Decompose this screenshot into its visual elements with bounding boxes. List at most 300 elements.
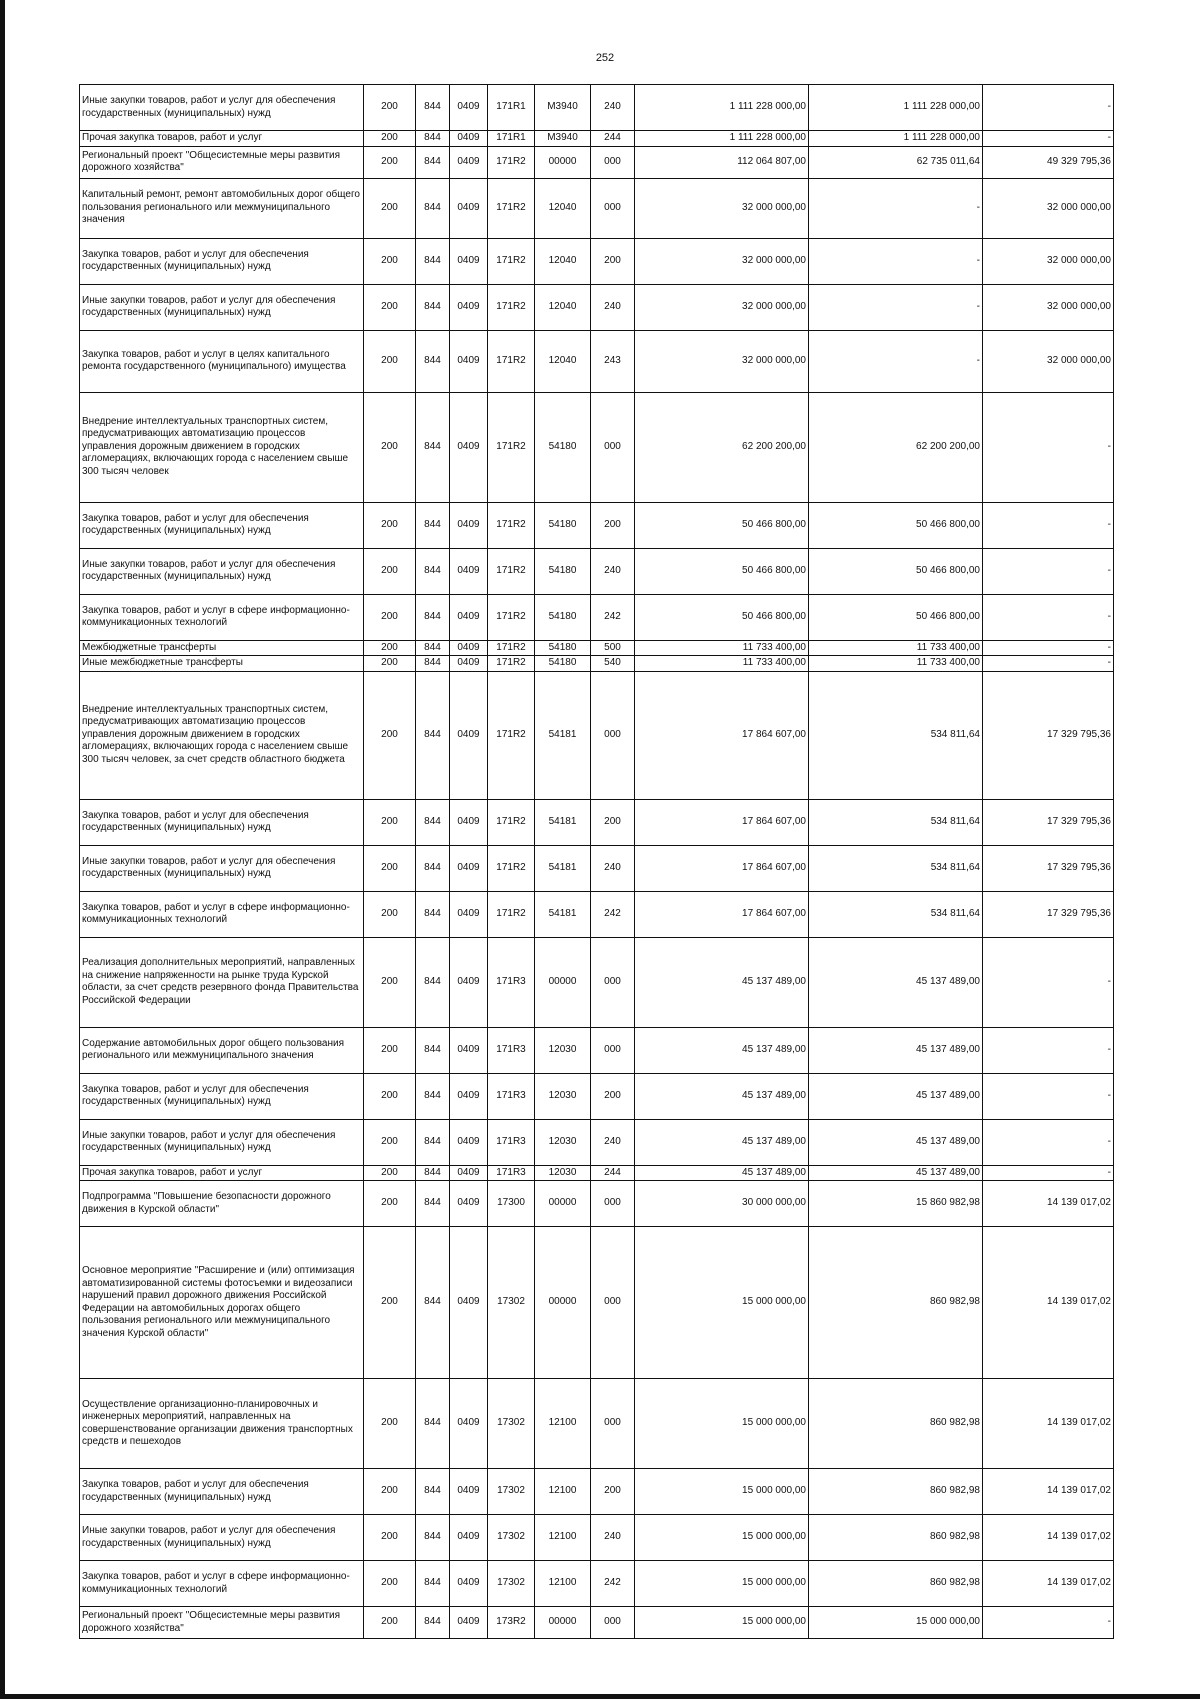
row-code-2: 844 [416,845,450,891]
row-expense-type: 000 [591,392,635,502]
row-description: Иные закупки товаров, работ и услуг для обеспечения государственных (муниципальных) нужд [80,85,364,131]
row-target-article: 171R3 [488,1027,535,1073]
row-expense-type: 242 [591,594,635,640]
row-description: Закупка товаров, работ и услуг для обеспечения государственных (муниципальных) нужд [80,799,364,845]
row-expense-type: 200 [591,1073,635,1119]
row-target-code: М3940 [535,131,591,147]
row-description: Закупка товаров, работ и услуг для обеспечения государственных (муниципальных) нужд [80,1469,364,1515]
row-target-code: 54180 [535,594,591,640]
row-description: Основное мероприятие "Расширение и (или) оптимизация автоматизированной системы фотосъемки и видеозаписи нарушений правил дорожного движения Российской Федерации на автомобильных дорогах общего пользования регионального или межмуниципального значения Курской области" [80,1227,364,1379]
row-expense-type: 240 [591,284,635,330]
row-target-code: 54181 [535,845,591,891]
row-target-article: 173R2 [488,1607,535,1639]
row-code-1: 200 [364,330,416,392]
row-amount-executed: - [809,284,983,330]
table-row [80,1027,1114,1073]
row-section: 0409 [450,1469,488,1515]
row-amount-approved: 17 864 607,00 [635,799,809,845]
row-code-2: 844 [416,937,450,1027]
table-row [80,1607,1114,1639]
row-code-2: 844 [416,1561,450,1607]
row-description: Иные межбюджетные трансферты [80,656,364,672]
row-amount-remaining: 14 139 017,02 [983,1469,1114,1515]
row-amount-remaining: - [983,1119,1114,1165]
row-amount-remaining: - [983,594,1114,640]
row-amount-executed: 45 137 489,00 [809,937,983,1027]
row-description: Капитальный ремонт, ремонт автомобильных дорог общего пользования регионального или межмуниципального значения [80,178,364,238]
row-amount-executed: 11 733 400,00 [809,656,983,672]
table-row [80,799,1114,845]
row-amount-remaining: - [983,131,1114,147]
row-target-code: 12100 [535,1379,591,1469]
row-amount-remaining: - [983,656,1114,672]
table-row [80,671,1114,799]
row-code-1: 200 [364,1073,416,1119]
row-amount-approved: 62 200 200,00 [635,392,809,502]
row-section: 0409 [450,502,488,548]
row-code-1: 200 [364,1379,416,1469]
row-code-1: 200 [364,284,416,330]
row-expense-type: 243 [591,330,635,392]
row-target-article: 171R3 [488,1073,535,1119]
row-code-2: 844 [416,594,450,640]
row-section: 0409 [450,131,488,147]
row-expense-type: 240 [591,1119,635,1165]
row-amount-approved: 30 000 000,00 [635,1181,809,1227]
scan-left-edge [0,0,5,1699]
row-code-1: 200 [364,85,416,131]
row-expense-type: 244 [591,131,635,147]
row-section: 0409 [450,1165,488,1181]
table-row [80,1515,1114,1561]
row-target-article: 171R3 [488,1165,535,1181]
row-amount-executed: 1 111 228 000,00 [809,131,983,147]
row-description: Прочая закупка товаров, работ и услуг [80,131,364,147]
row-target-code: 12040 [535,178,591,238]
table-row [80,1073,1114,1119]
row-amount-remaining: - [983,640,1114,656]
row-amount-approved: 11 733 400,00 [635,640,809,656]
row-amount-remaining: 32 000 000,00 [983,330,1114,392]
row-target-code: 12040 [535,238,591,284]
row-amount-remaining: 17 329 795,36 [983,845,1114,891]
row-target-article: 171R2 [488,502,535,548]
table-row [80,1181,1114,1227]
row-amount-remaining: - [983,1607,1114,1639]
row-amount-approved: 45 137 489,00 [635,1027,809,1073]
row-amount-approved: 15 000 000,00 [635,1469,809,1515]
row-amount-executed: 50 466 800,00 [809,548,983,594]
row-target-code: 12030 [535,1165,591,1181]
row-code-1: 200 [364,1469,416,1515]
row-target-code: М3940 [535,85,591,131]
row-target-article: 171R2 [488,640,535,656]
row-code-1: 200 [364,594,416,640]
row-amount-remaining: 17 329 795,36 [983,891,1114,937]
row-amount-executed: - [809,238,983,284]
row-description: Закупка товаров, работ и услуг для обеспечения государственных (муниципальных) нужд [80,238,364,284]
row-target-code: 54180 [535,656,591,672]
row-target-article: 17302 [488,1469,535,1515]
row-target-code: 12030 [535,1027,591,1073]
row-amount-executed: 534 811,64 [809,799,983,845]
row-amount-remaining: - [983,1027,1114,1073]
row-section: 0409 [450,594,488,640]
row-code-1: 200 [364,1561,416,1607]
row-amount-executed: 534 811,64 [809,671,983,799]
row-amount-executed: 45 137 489,00 [809,1027,983,1073]
row-description: Закупка товаров, работ и услуг для обеспечения государственных (муниципальных) нужд [80,1073,364,1119]
row-target-article: 17302 [488,1227,535,1379]
row-amount-executed: 860 982,98 [809,1227,983,1379]
row-code-2: 844 [416,799,450,845]
row-code-2: 844 [416,85,450,131]
row-description: Иные закупки товаров, работ и услуг для обеспечения государственных (муниципальных) нужд [80,1515,364,1561]
row-amount-remaining: 14 139 017,02 [983,1379,1114,1469]
row-target-article: 17300 [488,1181,535,1227]
row-target-code: 54181 [535,799,591,845]
row-description: Межбюджетные трансферты [80,640,364,656]
row-target-article: 171R2 [488,238,535,284]
row-target-code: 54180 [535,640,591,656]
row-amount-remaining: 17 329 795,36 [983,671,1114,799]
table-row [80,238,1114,284]
row-amount-approved: 32 000 000,00 [635,238,809,284]
row-expense-type: 240 [591,1515,635,1561]
row-code-1: 200 [364,799,416,845]
table-row [80,392,1114,502]
table-row [80,1227,1114,1379]
row-section: 0409 [450,937,488,1027]
row-target-article: 171R2 [488,548,535,594]
row-section: 0409 [450,891,488,937]
row-amount-approved: 17 864 607,00 [635,845,809,891]
row-amount-executed: 1 111 228 000,00 [809,85,983,131]
row-target-article: 171R2 [488,392,535,502]
table-row [80,1561,1114,1607]
row-amount-executed: 534 811,64 [809,891,983,937]
row-description: Иные закупки товаров, работ и услуг для обеспечения государственных (муниципальных) нужд [80,284,364,330]
row-code-1: 200 [364,1607,416,1639]
row-code-1: 200 [364,392,416,502]
row-expense-type: 000 [591,1027,635,1073]
row-section: 0409 [450,1515,488,1561]
row-amount-remaining: - [983,392,1114,502]
row-target-code: 12040 [535,330,591,392]
row-amount-executed: - [809,178,983,238]
row-code-2: 844 [416,1073,450,1119]
row-amount-approved: 50 466 800,00 [635,548,809,594]
row-amount-remaining: 49 329 795,36 [983,146,1114,178]
row-description: Внедрение интеллектуальных транспортных систем, предусматривающих автоматизацию процессов управления дорожным движением в городских агломерациях, включающих города с населением свыше 300 тысяч человек, за счет средств областного бюджета [80,671,364,799]
row-target-code: 00000 [535,1607,591,1639]
row-code-1: 200 [364,1027,416,1073]
row-amount-approved: 50 466 800,00 [635,502,809,548]
row-code-1: 200 [364,656,416,672]
row-code-1: 200 [364,1181,416,1227]
table-row [80,937,1114,1027]
table-row [80,146,1114,178]
row-target-article: 17302 [488,1379,535,1469]
row-code-1: 200 [364,891,416,937]
row-code-1: 200 [364,640,416,656]
row-expense-type: 000 [591,178,635,238]
row-amount-approved: 45 137 489,00 [635,1073,809,1119]
row-section: 0409 [450,656,488,672]
row-section: 0409 [450,1607,488,1639]
row-code-2: 844 [416,502,450,548]
row-section: 0409 [450,548,488,594]
row-code-2: 844 [416,1227,450,1379]
row-code-1: 200 [364,502,416,548]
row-amount-remaining: 32 000 000,00 [983,178,1114,238]
row-amount-approved: 15 000 000,00 [635,1607,809,1639]
row-amount-executed: 860 982,98 [809,1515,983,1561]
row-amount-approved: 15 000 000,00 [635,1561,809,1607]
row-description: Иные закупки товаров, работ и услуг для обеспечения государственных (муниципальных) нужд [80,845,364,891]
row-amount-remaining: 17 329 795,36 [983,799,1114,845]
row-amount-executed: 62 735 011,64 [809,146,983,178]
table-row [80,1119,1114,1165]
row-amount-executed: 860 982,98 [809,1469,983,1515]
row-section: 0409 [450,330,488,392]
row-expense-type: 000 [591,1181,635,1227]
page-number: 252 [595,52,615,64]
row-target-article: 171R1 [488,131,535,147]
scan-bottom-edge [0,1694,1200,1699]
row-amount-approved: 45 137 489,00 [635,937,809,1027]
row-target-article: 171R2 [488,284,535,330]
row-amount-approved: 112 064 807,00 [635,146,809,178]
row-amount-remaining: 32 000 000,00 [983,284,1114,330]
row-target-article: 171R3 [488,937,535,1027]
row-expense-type: 240 [591,548,635,594]
row-description: Региональный проект "Общесистемные меры развития дорожного хозяйства" [80,146,364,178]
row-expense-type: 200 [591,502,635,548]
table-row [80,548,1114,594]
row-expense-type: 000 [591,1227,635,1379]
row-target-article: 17302 [488,1515,535,1561]
table-row [80,1379,1114,1469]
table-row [80,131,1114,147]
row-target-code: 12100 [535,1469,591,1515]
row-amount-approved: 15 000 000,00 [635,1227,809,1379]
row-code-1: 200 [364,146,416,178]
table-row [80,594,1114,640]
row-code-2: 844 [416,178,450,238]
row-target-article: 171R2 [488,845,535,891]
row-amount-approved: 1 111 228 000,00 [635,85,809,131]
row-target-code: 54180 [535,392,591,502]
row-target-article: 17302 [488,1561,535,1607]
row-target-code: 12040 [535,284,591,330]
row-description: Закупка товаров, работ и услуг в сфере информационно-коммуникационных технологий [80,891,364,937]
row-code-2: 844 [416,548,450,594]
table-row [80,845,1114,891]
budget-table-body [80,85,1114,1639]
row-code-1: 200 [364,131,416,147]
row-section: 0409 [450,1379,488,1469]
row-amount-executed: 860 982,98 [809,1561,983,1607]
row-amount-approved: 45 137 489,00 [635,1165,809,1181]
row-description: Закупка товаров, работ и услуг в сфере информационно-коммуникационных технологий [80,1561,364,1607]
row-amount-executed: 11 733 400,00 [809,640,983,656]
row-code-2: 844 [416,1181,450,1227]
row-section: 0409 [450,238,488,284]
row-expense-type: 000 [591,937,635,1027]
row-amount-approved: 50 466 800,00 [635,594,809,640]
row-amount-executed: 62 200 200,00 [809,392,983,502]
budget-table [79,84,1114,1639]
row-code-2: 844 [416,1027,450,1073]
row-description: Реализация дополнительных мероприятий, направленных на снижение напряженности на рынке труда Курской области, за счет средств резервного фонда Правительства Российской Федерации [80,937,364,1027]
row-amount-executed: 15 860 982,98 [809,1181,983,1227]
row-amount-approved: 15 000 000,00 [635,1379,809,1469]
row-amount-approved: 32 000 000,00 [635,330,809,392]
row-amount-executed: 45 137 489,00 [809,1073,983,1119]
row-code-2: 844 [416,1607,450,1639]
row-amount-executed: 534 811,64 [809,845,983,891]
row-amount-remaining: 32 000 000,00 [983,238,1114,284]
row-expense-type: 500 [591,640,635,656]
row-section: 0409 [450,284,488,330]
table-row [80,85,1114,131]
row-description: Внедрение интеллектуальных транспортных систем, предусматривающих автоматизацию процессов управления дорожным движением в городских агломерациях, включающих города с населением свыше 300 тысяч человек [80,392,364,502]
row-section: 0409 [450,1119,488,1165]
row-target-article: 171R2 [488,671,535,799]
row-amount-executed: 45 137 489,00 [809,1165,983,1181]
row-code-2: 844 [416,1469,450,1515]
row-code-1: 200 [364,937,416,1027]
row-target-code: 12030 [535,1119,591,1165]
row-description: Подпрограмма "Повышение безопасности дорожного движения в Курской области" [80,1181,364,1227]
row-expense-type: 200 [591,799,635,845]
row-amount-remaining: - [983,1165,1114,1181]
row-amount-remaining: 14 139 017,02 [983,1227,1114,1379]
row-code-2: 844 [416,330,450,392]
row-amount-approved: 1 111 228 000,00 [635,131,809,147]
row-code-1: 200 [364,671,416,799]
row-expense-type: 000 [591,671,635,799]
row-section: 0409 [450,1181,488,1227]
row-target-article: 171R2 [488,146,535,178]
row-description: Иные закупки товаров, работ и услуг для обеспечения государственных (муниципальных) нужд [80,548,364,594]
row-amount-remaining: - [983,85,1114,131]
table-row [80,178,1114,238]
row-target-article: 171R2 [488,594,535,640]
row-code-1: 200 [364,238,416,284]
row-section: 0409 [450,640,488,656]
row-amount-executed: 50 466 800,00 [809,594,983,640]
row-expense-type: 000 [591,1607,635,1639]
table-row [80,330,1114,392]
row-target-code: 00000 [535,1181,591,1227]
table-row [80,502,1114,548]
row-amount-executed: - [809,330,983,392]
row-target-code: 12030 [535,1073,591,1119]
row-section: 0409 [450,1227,488,1379]
row-expense-type: 540 [591,656,635,672]
row-target-article: 171R2 [488,656,535,672]
row-section: 0409 [450,85,488,131]
row-amount-approved: 32 000 000,00 [635,178,809,238]
row-target-code: 54180 [535,548,591,594]
row-target-article: 171R2 [488,891,535,937]
row-code-2: 844 [416,671,450,799]
row-expense-type: 240 [591,845,635,891]
row-code-2: 844 [416,1165,450,1181]
row-expense-type: 242 [591,1561,635,1607]
row-target-article: 171R1 [488,85,535,131]
row-amount-approved: 11 733 400,00 [635,656,809,672]
table-row [80,640,1114,656]
row-code-1: 200 [364,178,416,238]
row-target-code: 00000 [535,1227,591,1379]
row-target-code: 00000 [535,937,591,1027]
row-target-code: 54180 [535,502,591,548]
row-code-1: 200 [364,1515,416,1561]
row-code-2: 844 [416,1119,450,1165]
row-target-code: 54181 [535,671,591,799]
table-row [80,891,1114,937]
row-expense-type: 200 [591,1469,635,1515]
row-code-1: 200 [364,1165,416,1181]
row-section: 0409 [450,1073,488,1119]
row-target-code: 00000 [535,146,591,178]
table-row [80,656,1114,672]
row-expense-type: 244 [591,1165,635,1181]
row-amount-executed: 15 000 000,00 [809,1607,983,1639]
row-code-2: 844 [416,891,450,937]
row-code-2: 844 [416,392,450,502]
row-target-code: 12100 [535,1515,591,1561]
row-code-2: 844 [416,131,450,147]
row-target-code: 12100 [535,1561,591,1607]
table-row [80,1165,1114,1181]
row-code-2: 844 [416,1515,450,1561]
row-description: Иные закупки товаров, работ и услуг для обеспечения государственных (муниципальных) нужд [80,1119,364,1165]
row-expense-type: 000 [591,1379,635,1469]
row-expense-type: 242 [591,891,635,937]
row-code-1: 200 [364,548,416,594]
row-description: Содержание автомобильных дорог общего пользования регионального или межмуниципального значения [80,1027,364,1073]
row-description: Закупка товаров, работ и услуг в сфере информационно-коммуникационных технологий [80,594,364,640]
row-target-article: 171R2 [488,330,535,392]
row-expense-type: 000 [591,146,635,178]
row-target-code: 54181 [535,891,591,937]
row-code-2: 844 [416,640,450,656]
row-section: 0409 [450,146,488,178]
row-amount-approved: 17 864 607,00 [635,891,809,937]
row-code-2: 844 [416,238,450,284]
row-amount-remaining: 14 139 017,02 [983,1181,1114,1227]
table-row [80,1469,1114,1515]
row-target-article: 171R2 [488,178,535,238]
row-description: Прочая закупка товаров, работ и услуг [80,1165,364,1181]
row-amount-remaining: - [983,937,1114,1027]
row-amount-remaining: 14 139 017,02 [983,1561,1114,1607]
row-code-2: 844 [416,656,450,672]
row-amount-approved: 15 000 000,00 [635,1515,809,1561]
row-section: 0409 [450,178,488,238]
row-section: 0409 [450,671,488,799]
row-amount-executed: 50 466 800,00 [809,502,983,548]
row-expense-type: 200 [591,238,635,284]
row-amount-remaining: 14 139 017,02 [983,1515,1114,1561]
row-amount-executed: 860 982,98 [809,1379,983,1469]
row-amount-remaining: - [983,548,1114,594]
row-code-2: 844 [416,146,450,178]
